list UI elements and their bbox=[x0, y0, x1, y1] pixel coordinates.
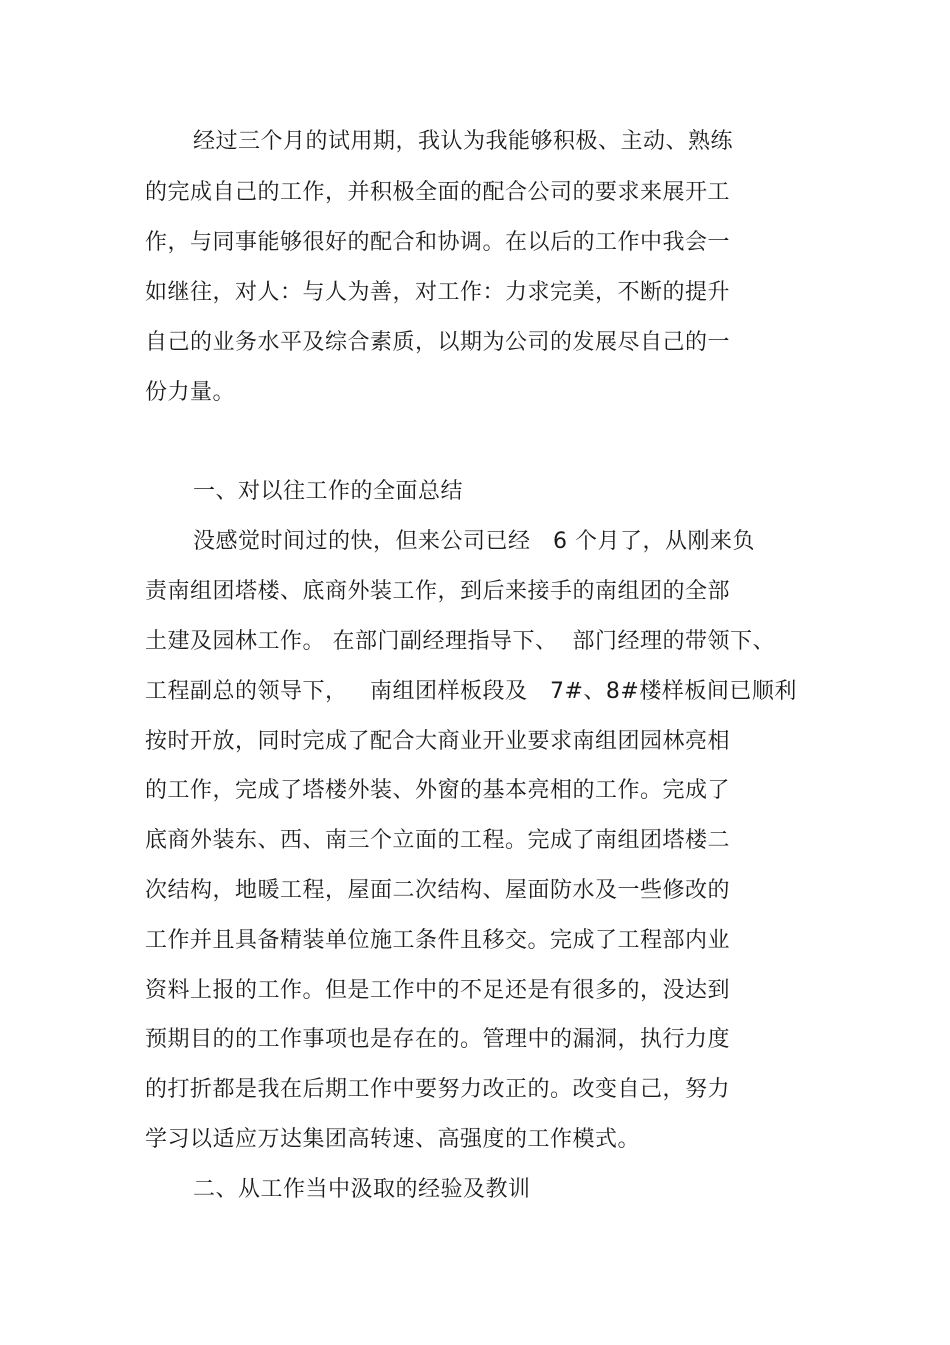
section1-line-11: 预期目的的工作事项也是存在的。管理中的漏洞，执行力度 bbox=[145, 1027, 731, 1052]
intro-line-6: 份力量。 bbox=[145, 380, 236, 405]
section1-line-4: 工程副总的领导下， 南组团样板段及 7#、8#楼样板间已顺利 bbox=[145, 679, 797, 704]
section-heading-2: 二、从工作当中汲取的经验及教训 bbox=[193, 1177, 531, 1202]
section1-line-1: 没感觉时间过的快，但来公司已经 6 个月了，从刚来负 bbox=[193, 529, 755, 554]
intro-line-5: 自己的业务水平及综合素质，以期为公司的发展尽自己的一 bbox=[145, 330, 731, 355]
intro-line-4: 如继往，对人：与人为善，对工作：力求完美，不断的提升 bbox=[145, 280, 731, 305]
section-heading-1: 一、对以往工作的全面总结 bbox=[193, 479, 464, 504]
section1-line-7: 底商外装东、西、南三个立面的工程。完成了南组团塔楼二 bbox=[145, 828, 731, 853]
section1-line-2: 责南组团塔楼、底商外装工作，到后来接手的南组团的全部 bbox=[145, 579, 731, 604]
intro-line-3: 作，与同事能够很好的配合和协调。在以后的工作中我会一 bbox=[145, 230, 731, 255]
section1-line-13: 学习以适应万达集团高转速、高强度的工作模式。 bbox=[145, 1127, 641, 1152]
intro-line-1: 经过三个月的试用期，我认为我能够积极、主动、熟练 bbox=[193, 129, 734, 154]
section1-line-8: 次结构，地暖工程，屋面二次结构、屋面防水及一些修改的 bbox=[145, 878, 731, 903]
section1-line-9: 工作并且具备精装单位施工条件且移交。完成了工程部内业 bbox=[145, 928, 731, 953]
section1-line-10: 资料上报的工作。但是工作中的不足还是有很多的，没达到 bbox=[145, 978, 731, 1003]
section1-line-6: 的工作，完成了塔楼外装、外窗的基本亮相的工作。完成了 bbox=[145, 778, 731, 803]
section1-line-12: 的打折都是我在后期工作中要努力改正的。改变自己，努力 bbox=[145, 1077, 731, 1102]
section1-line-5: 按时开放，同时完成了配合大商业开业要求南组团园林亮相 bbox=[145, 729, 731, 754]
section1-line-3: 土建及园林工作。 在部门副经理指导下、 部门经理的带领下、 bbox=[145, 629, 775, 654]
intro-line-2: 的完成自己的工作，并积极全面的配合公司的要求来展开工 bbox=[145, 180, 731, 205]
